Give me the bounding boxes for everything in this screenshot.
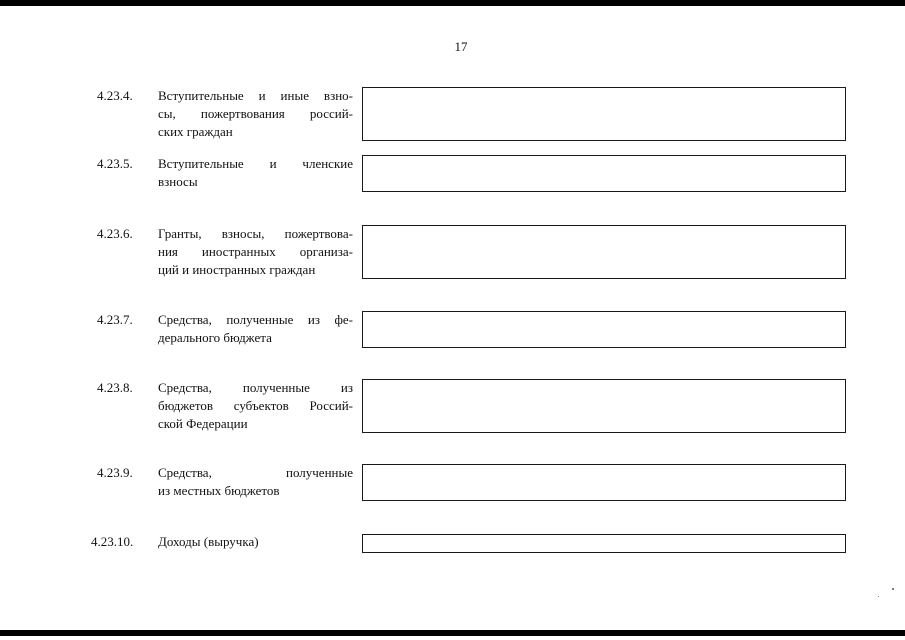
entry-field-4-23-4[interactable] (362, 87, 846, 141)
item-label-line: ния иностранных организа- (158, 244, 353, 259)
item-code: 4.23.4. (97, 88, 133, 103)
item-label-line: Вступительные и членские (158, 156, 353, 171)
item-label-line: сы, пожертвования россий- (158, 106, 353, 121)
item-label (158, 311, 353, 347)
item-code: 4.23.8. (97, 380, 133, 395)
item-label-line: дерального бюджета (158, 330, 272, 345)
item-label (158, 533, 353, 551)
item-label-line: ских граждан (158, 124, 233, 139)
item-label-line: из местных бюджетов (158, 483, 280, 498)
entry-field-4-23-6[interactable] (362, 225, 846, 279)
item-label (158, 87, 353, 141)
scan-speck (892, 588, 894, 590)
item-label-line: Средства, полученные (158, 465, 353, 480)
scan-speck (878, 596, 879, 597)
item-label-line: ций и иностранных граждан (158, 262, 316, 277)
item-label-line: Средства, полученные из фе- (158, 312, 353, 327)
entry-field-4-23-8[interactable] (362, 379, 846, 433)
item-label-line: бюджетов субъектов Россий- (158, 398, 353, 413)
item-label-line: взносы (158, 174, 198, 189)
item-label (158, 464, 353, 500)
item-label (158, 225, 353, 279)
item-code: 4.23.6. (97, 226, 133, 241)
item-label (158, 379, 353, 433)
top-border-rule (0, 0, 905, 6)
entry-field-4-23-7[interactable] (362, 311, 846, 348)
item-label-line: Доходы (выручка) (158, 534, 259, 549)
entry-field-4-23-5[interactable] (362, 155, 846, 192)
item-code: 4.23.7. (97, 312, 133, 327)
item-label-line: ской Федерации (158, 416, 248, 431)
item-code: 4.23.10. (91, 534, 134, 549)
entry-field-4-23-9[interactable] (362, 464, 846, 501)
item-code: 4.23.5. (97, 156, 133, 171)
item-code: 4.23.9. (97, 465, 133, 480)
item-label (158, 155, 353, 191)
item-label-line: Гранты, взносы, пожертвова- (158, 226, 353, 241)
page-number: 17 (454, 39, 468, 54)
item-label-line: Средства, полученные из (158, 380, 353, 395)
entry-field-4-23-10[interactable] (362, 534, 846, 553)
item-label-line: Вступительные и иные взно- (158, 88, 353, 103)
bottom-border-rule (0, 630, 905, 636)
